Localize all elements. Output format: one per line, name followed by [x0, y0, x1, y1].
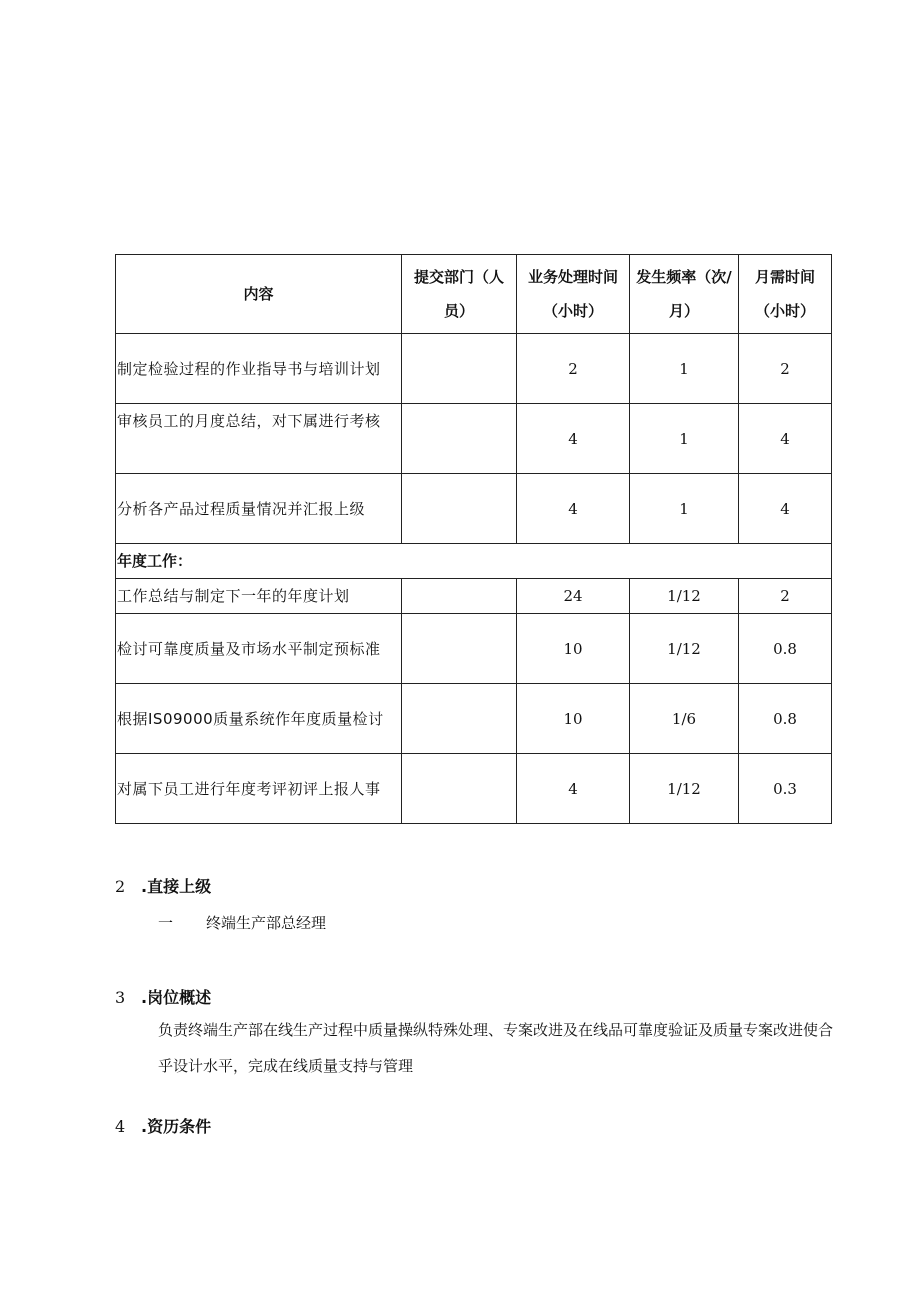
cell-monthly-time: 0.8: [739, 614, 832, 684]
work-time-table: [115, 254, 832, 824]
cell-content: 审核员工的月度总结，对下属进行考核: [116, 404, 402, 474]
supervisor-value: 终端生产部总经理: [206, 914, 327, 932]
cell-department: [402, 684, 517, 754]
table-row: [116, 754, 832, 824]
cell-department: [402, 754, 517, 824]
overview-text: 负责终端生产部在线生产过程中质量操纵特殊处理、专案改进及在线品可靠度验证及质量专案改进使合乎设计水平，完成在线质量支持与管理: [158, 1021, 834, 1075]
overview-heading: [115, 985, 211, 1008]
section-number: 2: [115, 877, 126, 896]
cell-department: [402, 614, 517, 684]
cell-processing-time: 10: [517, 684, 630, 754]
cell-frequency: 1/12: [630, 579, 739, 614]
cell-processing-time: 4: [517, 404, 630, 474]
cell-monthly-time: 0.3: [739, 754, 832, 824]
supervisor-line: [158, 912, 326, 933]
table-row: [116, 474, 832, 544]
cell-processing-time: 10: [517, 614, 630, 684]
header-frequency: 发生频率（次/月）: [630, 255, 739, 334]
cell-frequency: 1/12: [630, 754, 739, 824]
cell-monthly-time: 2: [739, 579, 832, 614]
cell-content: 对属下员工进行年度考评初评上报人事: [116, 754, 402, 824]
supervisor-heading: [115, 874, 211, 897]
cell-content: 制定检验过程的作业指导书与培训计划: [116, 334, 402, 404]
table-header-row: [116, 255, 832, 334]
header-department: 提交部门（人员）: [402, 255, 517, 334]
cell-monthly-time: 0.8: [739, 684, 832, 754]
cell-processing-time: 24: [517, 579, 630, 614]
header-monthly-time: 月需时间（小时）: [739, 255, 832, 334]
cell-monthly-time: 4: [739, 474, 832, 544]
cell-content: 检讨可靠度质量及市场水平制定预标准: [116, 614, 402, 684]
header-processing-time: 业务处理时间（小时）: [517, 255, 630, 334]
section-title: .直接上级: [141, 877, 212, 896]
cell-content: 根据IS09000质量系统作年度质量检讨: [116, 684, 402, 754]
table-row: [116, 334, 832, 404]
header-content: 内容: [116, 255, 402, 334]
cell-frequency: 1/12: [630, 614, 739, 684]
table-row: [116, 684, 832, 754]
annual-section-row: [116, 544, 832, 579]
table-row: [116, 404, 832, 474]
cell-processing-time: 2: [517, 334, 630, 404]
annual-section-label: 年度工作：: [116, 544, 832, 579]
cell-processing-time: 4: [517, 474, 630, 544]
qualification-heading: [115, 1114, 211, 1137]
cell-department: [402, 334, 517, 404]
cell-department: [402, 579, 517, 614]
section-title: .资历条件: [141, 1117, 212, 1136]
cell-frequency: 1: [630, 404, 739, 474]
list-dash: 一: [158, 914, 174, 932]
section-title: .岗位概述: [141, 988, 212, 1007]
section-number: 4: [115, 1117, 126, 1136]
cell-content: 工作总结与制定下一年的年度计划: [116, 579, 402, 614]
cell-frequency: 1/6: [630, 684, 739, 754]
cell-monthly-time: 2: [739, 334, 832, 404]
table-row: [116, 579, 832, 614]
cell-processing-time: 4: [517, 754, 630, 824]
cell-department: [402, 474, 517, 544]
cell-monthly-time: 4: [739, 404, 832, 474]
cell-frequency: 1: [630, 474, 739, 544]
table-row: [116, 614, 832, 684]
cell-content: 分析各产品过程质量情况并汇报上级: [116, 474, 402, 544]
cell-department: [402, 404, 517, 474]
section-number: 3: [115, 988, 126, 1007]
cell-frequency: 1: [630, 334, 739, 404]
